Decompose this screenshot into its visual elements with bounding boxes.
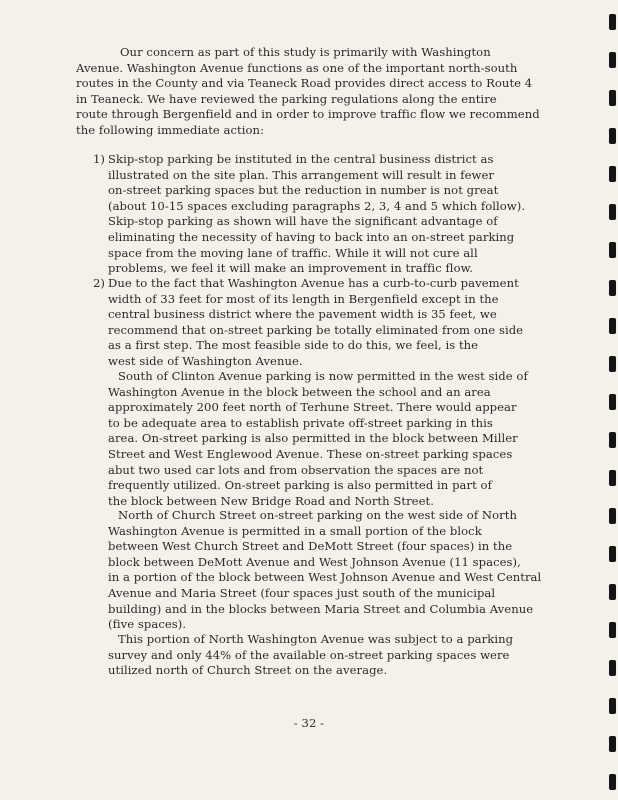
text-line: Avenue. Washington Avenue functions as one of the important north-south [76,60,518,75]
spiral-binding [602,0,618,800]
text-line: This portion of North Washington Avenue was subject to a parking [118,632,514,646]
text-line: illustrated on the site plan. This arrangement will result in fewer [108,167,494,182]
text-line: the following immediate action: [76,122,265,137]
binding-hole [609,242,616,258]
paragraph-north-church [108,508,541,633]
text-line: (five spaces). [108,617,187,632]
text-line: Skip-stop parking as shown will have the significant advantage of [108,214,498,229]
text-line: Avenue and Maria Street (four spaces just south of the municipal [108,585,496,600]
list-item-1 [108,152,525,277]
text-line: west side of Washington Avenue. [108,353,303,368]
binding-hole [609,736,616,752]
text-line: (about 10-15 spaces excluding paragraphs 2, 3, 4 and 5 which follow). [108,198,526,213]
text-line: South of Clinton Avenue parking is now permitted in the west side of [118,369,528,383]
text-line: Washington Avenue in the block between the school and an area [108,384,491,399]
text-line: the block between New Bridge Road and North Street. [108,493,434,508]
text-line: North of Church Street on-street parking on the west side of North [118,508,517,522]
binding-hole [609,52,616,68]
binding-hole [609,14,616,30]
text-line: frequently utilized. On-street parking is also permitted in part of [108,478,492,493]
text-line: Our concern as part of this study is primarily with Washington [120,45,491,59]
paragraph-south-clinton [108,369,528,509]
binding-hole [609,90,616,106]
text-line: on-street parking spaces but the reduction in number is not great [108,183,499,198]
text-line: width of 33 feet for most of its length in Bergenfield except in the [108,291,499,306]
text-line: building) and in the blocks between Maria Street and Columbia Avenue [108,601,534,616]
text-line: to be adequate area to establish private off-street parking in this [108,415,493,430]
text-line: Due to the fact that Washington Avenue has a curb-to-curb pavement [108,276,519,290]
binding-hole [609,584,616,600]
binding-hole [609,622,616,638]
binding-hole [609,698,616,714]
text-line: block between DeMott Avenue and West Johnson Avenue (11 spaces), [108,554,521,569]
text-line: area. On-street parking is also permitted in the block between Miller [108,431,518,446]
binding-hole [609,204,616,220]
text-line: space from the moving lane of traffic. While it will not cure all [108,245,478,260]
text-line: Street and West Englewood Avenue. These on-street parking spaces [108,446,513,461]
text-line: between West Church Street and DeMott Street (four spaces) in the [108,539,513,554]
list-item-label: 1) [93,152,105,166]
text-line: recommend that on-street parking be totally eliminated from one side [108,322,524,337]
binding-hole [609,660,616,676]
intro-paragraph [76,45,540,139]
binding-hole [609,546,616,562]
paragraph-survey [108,632,513,679]
list-item-label: 2) [93,276,105,290]
list-item-2 [108,276,523,370]
page-number: - 32 - [293,716,325,730]
binding-hole [609,356,616,372]
binding-hole [609,470,616,486]
binding-hole [609,394,616,410]
text-line: route through Bergenfield and in order to improve traffic flow we recommend [76,107,540,122]
text-line: survey and only 44% of the available on-street parking spaces were [108,647,510,662]
binding-hole [609,318,616,334]
text-line: as a first step. The most feasible side to do this, we feel, is the [108,338,479,353]
binding-hole [609,432,616,448]
text-line: utilized north of Church Street on the average. [108,663,388,678]
text-line: approximately 200 feet north of Terhune Street. There would appear [108,400,517,415]
binding-hole [609,128,616,144]
text-line: problems, we feel it will make an improvement in traffic flow. [108,261,473,276]
text-line: routes in the County and via Teaneck Road provides direct access to Route 4 [76,76,533,91]
text-line: in Teaneck. We have reviewed the parking regulations along the entire [76,91,497,106]
text-line: abut two used car lots and from observation the spaces are not [108,462,484,477]
text-line: central business district where the pavement width is 35 feet, we [108,307,497,322]
text-line: in a portion of the block between West Johnson Avenue and West Central [108,570,542,585]
text-line: eliminating the necessity of having to back into an on-street parking [108,229,515,244]
text-line: Washington Avenue is permitted in a small portion of the block [108,523,482,538]
text-line: Skip-stop parking be instituted in the central business district as [108,152,494,166]
binding-hole [609,508,616,524]
binding-hole [609,166,616,182]
binding-hole [609,280,616,296]
binding-hole [609,774,616,790]
